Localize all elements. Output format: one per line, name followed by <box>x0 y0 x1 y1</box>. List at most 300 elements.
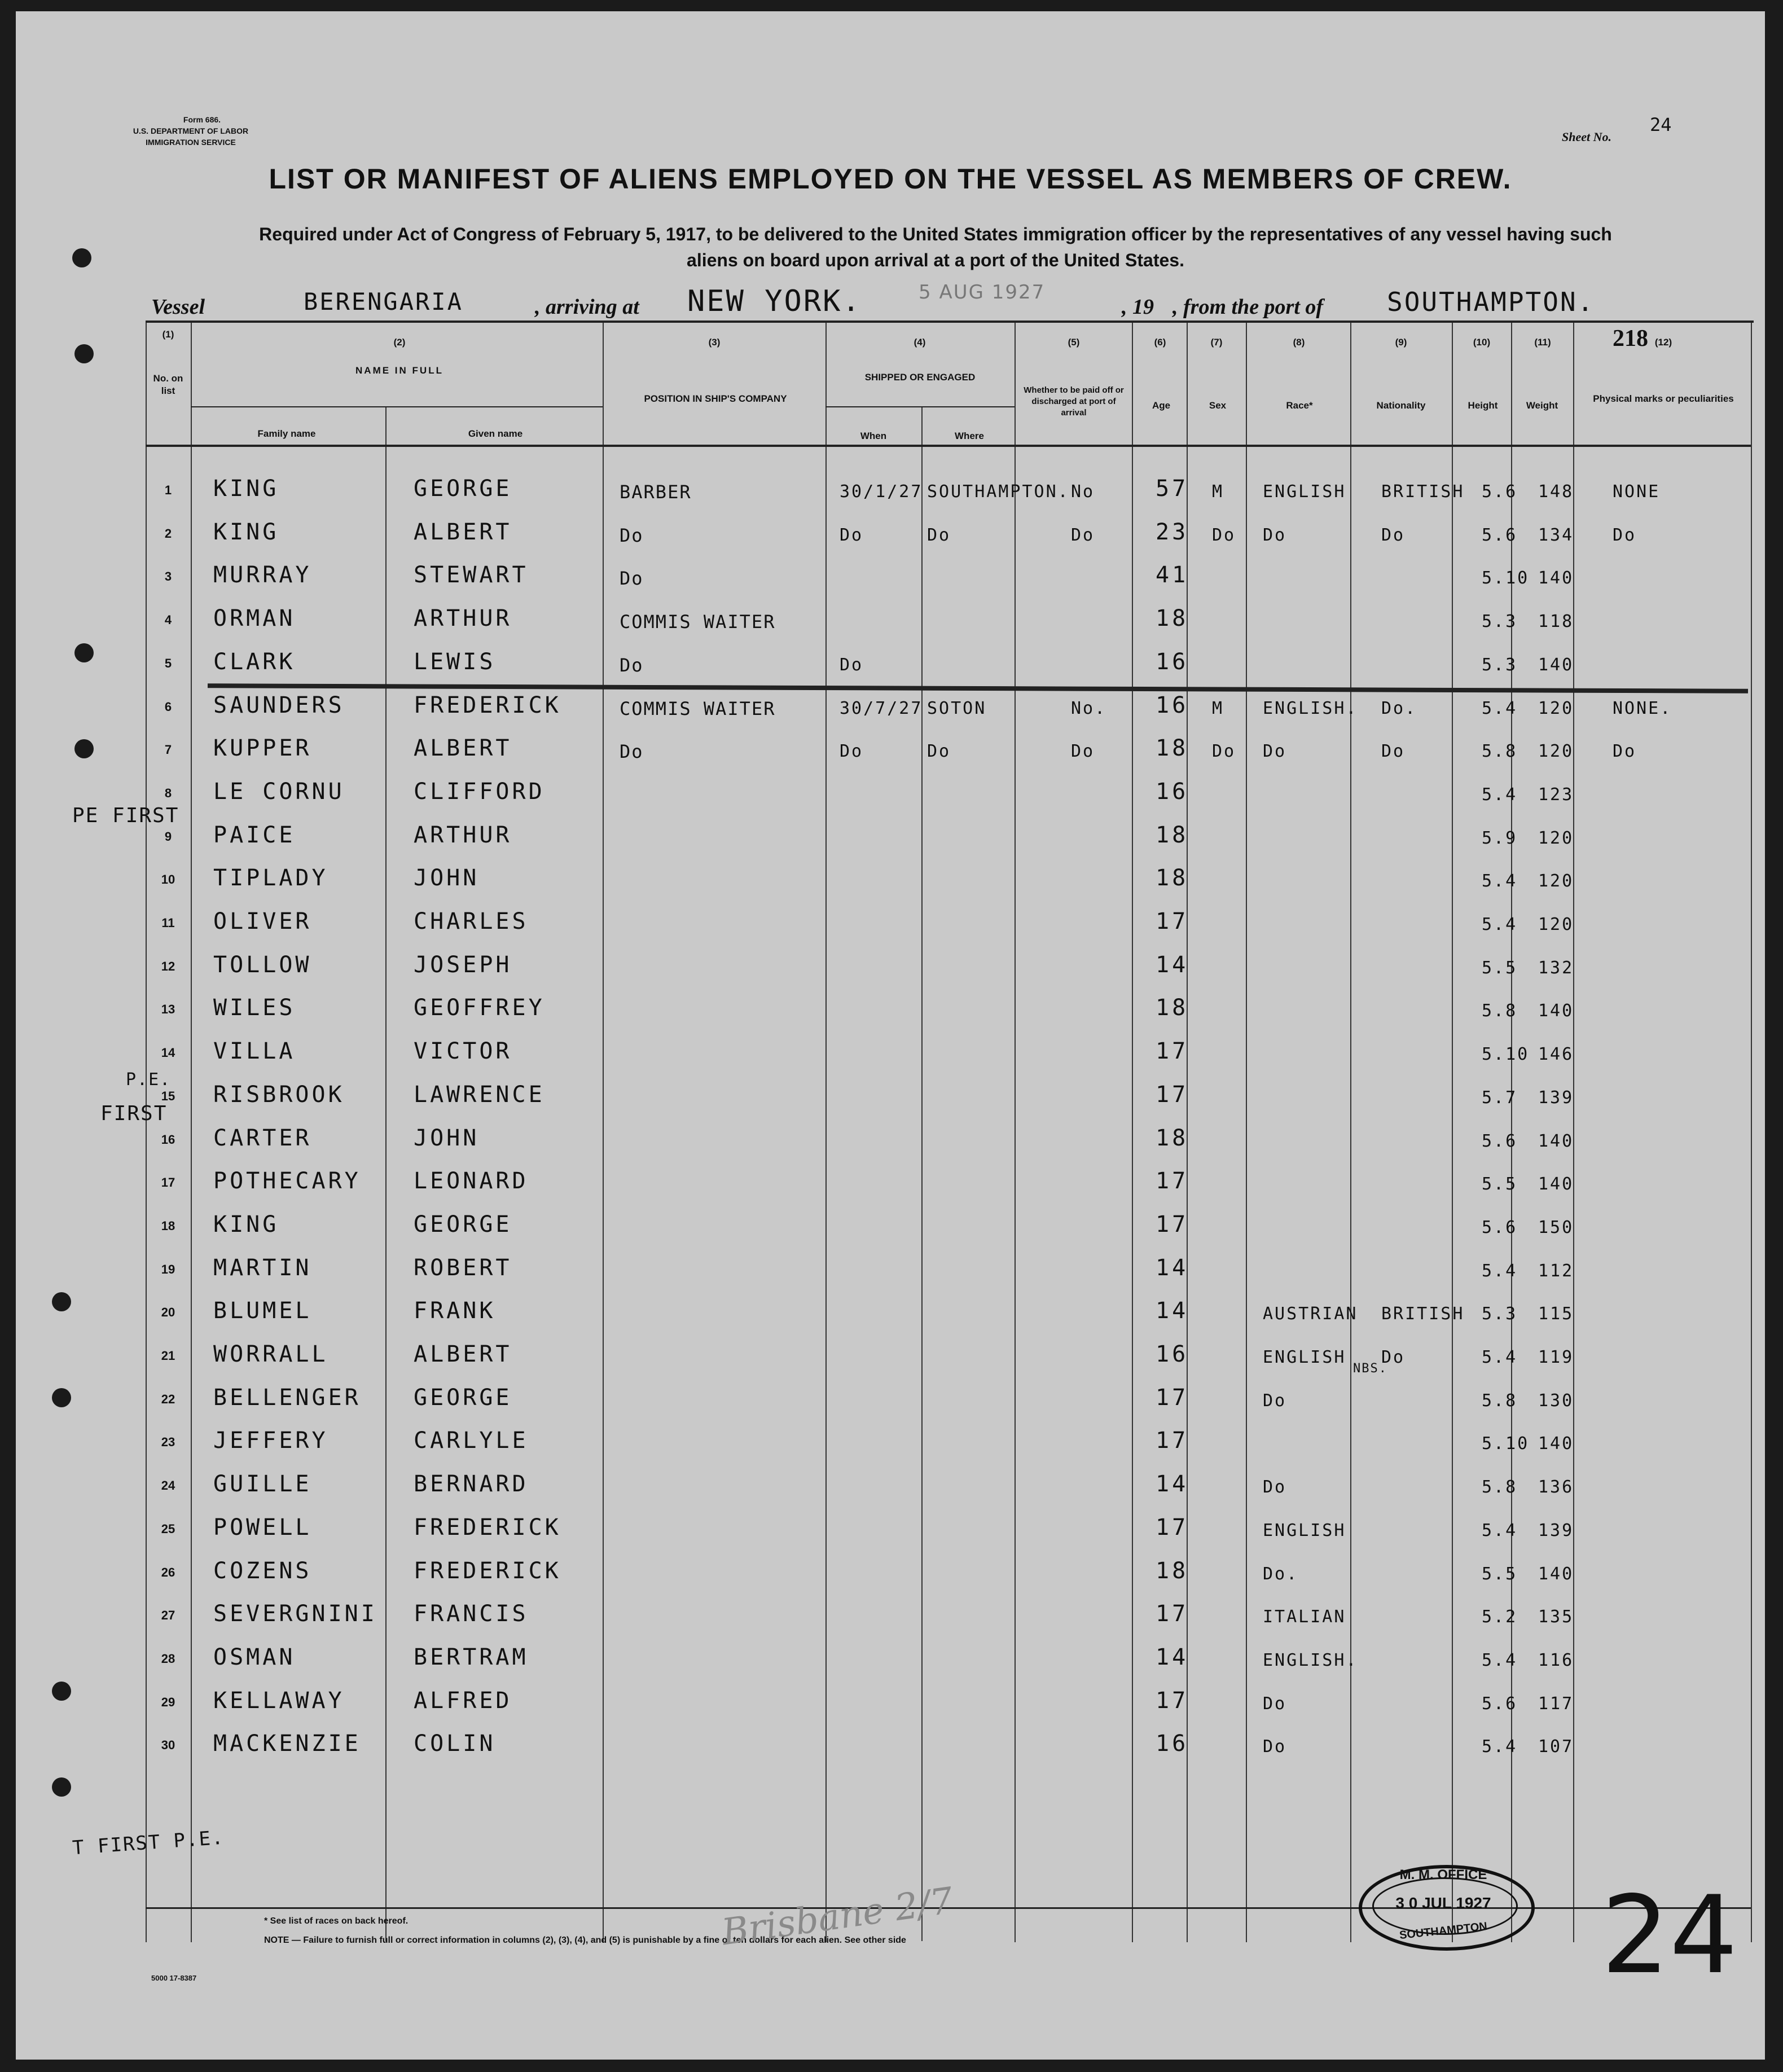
cell-family: JEFFERY <box>213 1428 328 1454</box>
cell-marks: Do <box>1613 525 1637 545</box>
cell-family: KUPPER <box>213 735 312 761</box>
cell-age: 18 <box>1156 735 1189 761</box>
col-line <box>825 323 827 1942</box>
punch-hole <box>74 344 94 363</box>
cell-age: 41 <box>1156 562 1189 588</box>
cell-age: 17 <box>1156 1168 1189 1194</box>
cell-family: SEVERGNINI <box>213 1601 377 1627</box>
row-number: 4 <box>164 613 172 627</box>
col-number: (10) <box>1473 337 1491 348</box>
cell-sex: M <box>1212 482 1224 502</box>
punch-hole <box>74 643 94 662</box>
col-number: (1) <box>162 329 174 340</box>
header-when: When <box>860 431 887 441</box>
cell-age: 17 <box>1156 1688 1189 1714</box>
form-number: Form 686. <box>183 115 221 124</box>
cell-height: 5.4 <box>1482 699 1518 718</box>
cell-weight: 120 <box>1538 699 1574 718</box>
row-number: 3 <box>164 569 172 583</box>
cell-given: COLIN <box>414 1731 496 1757</box>
cell-given: GEORGE <box>414 1385 512 1411</box>
row-number: 23 <box>161 1435 175 1449</box>
cell-weight: 123 <box>1538 785 1574 805</box>
col-line <box>1132 323 1133 1942</box>
cell-where: SOTON <box>927 699 987 718</box>
cell-race: ITALIAN <box>1263 1607 1346 1627</box>
cell-height: 5.5 <box>1482 1174 1518 1194</box>
cell-weight: 140 <box>1538 655 1574 675</box>
row-number: 15 <box>161 1089 175 1103</box>
cell-height: 5.4 <box>1482 1650 1518 1670</box>
cell-race: ENGLISH <box>1263 1347 1346 1367</box>
cell-age: 17 <box>1156 1515 1189 1540</box>
cell-height: 5.9 <box>1482 828 1518 848</box>
vessel-underline <box>146 321 1754 323</box>
cell-height: 5.10 <box>1482 1434 1530 1454</box>
row-number: 18 <box>161 1219 175 1233</box>
cell-weight: 140 <box>1538 1001 1574 1021</box>
cell-given: LEWIS <box>414 649 496 675</box>
vessel-value: BERENGARIA <box>304 288 463 315</box>
cell-given: JOHN <box>414 1125 480 1151</box>
cell-position: Do <box>620 525 644 546</box>
cell-race: Do <box>1263 1694 1287 1714</box>
subtitle-line-1: Required under Act of Congress of February 5, 1917, to be delivered to the United States immigration officer by the representatives of any vessel having such <box>259 224 1612 244</box>
cell-when: Do <box>840 525 864 545</box>
col-line <box>191 323 192 1942</box>
nbs-note: NBS. <box>1353 1362 1387 1376</box>
cell-weight: 117 <box>1538 1694 1574 1714</box>
cell-given: STEWART <box>414 562 529 588</box>
department-label: U.S. DEPARTMENT OF LABOR <box>133 126 249 135</box>
cell-when: Do <box>840 741 864 761</box>
cell-given: CARLYLE <box>414 1428 529 1454</box>
cell-age: 16 <box>1156 779 1189 805</box>
cell-height: 5.5 <box>1482 958 1518 978</box>
header-shipped: SHIPPED OR ENGAGED <box>864 372 976 383</box>
cell-given: GEORGE <box>414 476 512 502</box>
col-line <box>1015 323 1016 1942</box>
cell-age: 16 <box>1156 692 1189 718</box>
cell-family: KING <box>213 519 279 545</box>
cell-paid: Do <box>1071 525 1095 545</box>
cell-weight: 139 <box>1538 1088 1574 1108</box>
cell-nationality: BRITISH <box>1381 482 1465 502</box>
sheet-number-label: Sheet No. <box>1562 130 1611 144</box>
col-line <box>146 323 147 1942</box>
cell-given: FRANCIS <box>414 1601 529 1627</box>
cell-sex: M <box>1212 699 1224 718</box>
cell-weight: 134 <box>1538 525 1574 545</box>
cell-given: LEONARD <box>414 1168 529 1194</box>
stamp-bottom-text: SOUTHAMPTON <box>1399 1920 1488 1942</box>
cell-given: ALBERT <box>414 735 512 761</box>
row-number: 22 <box>161 1392 175 1406</box>
cell-weight: 136 <box>1538 1477 1574 1497</box>
cell-nationality: BRITISH <box>1381 1304 1465 1324</box>
cell-age: 16 <box>1156 1731 1189 1757</box>
cell-family: POWELL <box>213 1515 312 1540</box>
cell-position: Do <box>620 741 644 762</box>
row-number: 24 <box>161 1478 175 1492</box>
cell-age: 14 <box>1156 1471 1189 1497</box>
cell-age: 14 <box>1156 1255 1189 1281</box>
print-code: 5000 17-8387 <box>151 1974 197 1982</box>
col-number: (12) <box>1654 337 1672 348</box>
cell-given: ALBERT <box>414 1341 512 1367</box>
cell-given: CLIFFORD <box>414 779 545 805</box>
row-number: 30 <box>161 1738 175 1752</box>
cell-age: 14 <box>1156 952 1189 978</box>
punch-hole <box>52 1388 71 1407</box>
cell-position: Do <box>620 655 644 676</box>
cell-age: 57 <box>1156 476 1189 502</box>
cell-height: 5.6 <box>1482 1694 1518 1714</box>
cell-height: 5.8 <box>1482 1001 1518 1021</box>
col-number: (5) <box>1068 337 1080 348</box>
cell-family: WILES <box>213 995 296 1021</box>
year-label: , 19 <box>1122 295 1154 319</box>
header-given-name: Given name <box>468 428 523 439</box>
punch-hole <box>52 1682 71 1701</box>
cell-age: 17 <box>1156 1385 1189 1411</box>
cell-given: FREDERICK <box>414 1515 561 1540</box>
cell-weight: 132 <box>1538 958 1574 978</box>
cell-weight: 119 <box>1538 1347 1574 1367</box>
cell-given: GEOFFREY <box>414 995 545 1021</box>
cell-age: 18 <box>1156 1558 1189 1584</box>
cell-age: 23 <box>1156 519 1189 545</box>
cell-given: ALBERT <box>414 519 512 545</box>
cell-height: 5.8 <box>1482 1391 1518 1411</box>
cell-height: 5.6 <box>1482 482 1518 502</box>
header-weight: Weight <box>1526 400 1558 411</box>
cell-paid: No <box>1071 482 1095 502</box>
cell-weight: 146 <box>1538 1044 1574 1064</box>
cell-race: ENGLISH. <box>1263 1650 1358 1670</box>
cell-age: 17 <box>1156 1038 1189 1064</box>
cell-race: AUSTRIAN <box>1263 1304 1358 1324</box>
header-race: Race* <box>1286 400 1313 411</box>
row-number: 14 <box>161 1046 175 1060</box>
stamp-date-text: 3 0 JUL 1927 <box>1395 1894 1491 1912</box>
cell-age: 17 <box>1156 1428 1189 1454</box>
cell-given: BERTRAM <box>414 1644 529 1670</box>
arriving-value: NEW YORK. <box>687 284 862 318</box>
footer-note-races: * See list of races on back hereof. <box>264 1916 409 1926</box>
header-physical-marks: Physical marks or peculiarities <box>1593 393 1734 404</box>
row-number: 19 <box>161 1262 175 1276</box>
header-paid-off: Whether to be paid off or discharged at port of arrival <box>1024 385 1124 418</box>
cell-age: 18 <box>1156 605 1189 631</box>
cell-weight: 115 <box>1538 1304 1574 1324</box>
cell-family: VILLA <box>213 1038 296 1064</box>
header-height: Height <box>1468 400 1498 411</box>
cell-race: Do <box>1263 741 1287 761</box>
cell-weight: 118 <box>1538 612 1574 631</box>
cell-height: 5.3 <box>1482 612 1518 631</box>
cell-marks: NONE. <box>1613 699 1672 718</box>
cell-family: SAUNDERS <box>213 692 345 718</box>
cell-weight: 140 <box>1538 568 1574 588</box>
corner-number: 218 <box>1613 326 1648 352</box>
cell-nationality: Do <box>1381 741 1406 761</box>
cell-age: 14 <box>1156 1644 1189 1670</box>
cell-family: ORMAN <box>213 605 296 631</box>
cell-family: TIPLADY <box>213 865 328 891</box>
cell-age: 18 <box>1156 822 1189 848</box>
cell-age: 16 <box>1156 649 1189 675</box>
row-number: 9 <box>164 829 172 844</box>
cell-race: ENGLISH <box>1263 1521 1346 1540</box>
row-number: 17 <box>161 1175 175 1189</box>
cell-given: ARTHUR <box>414 605 512 631</box>
cell-family: MURRAY <box>213 562 312 588</box>
header-no-on-list: No. on list <box>153 373 183 396</box>
cell-family: WORRALL <box>213 1341 328 1367</box>
col-line <box>1452 323 1453 1942</box>
cell-weight: 139 <box>1538 1521 1574 1540</box>
cell-family: COZENS <box>213 1558 312 1584</box>
cell-age: 18 <box>1156 1125 1189 1151</box>
cell-sex: Do <box>1212 525 1236 545</box>
col-line <box>603 323 604 1942</box>
header-sex: Sex <box>1209 400 1227 411</box>
cell-marks: NONE <box>1613 482 1661 502</box>
cell-family: MARTIN <box>213 1255 312 1281</box>
cell-weight: 148 <box>1538 482 1574 502</box>
cell-family: KELLAWAY <box>213 1688 345 1714</box>
footer-note-fine: NOTE — Failure to furnish full or correct information in columns (2), (3), (4), and (5) is punishable by a fine of ten dollars for each alien. See other side <box>264 1935 906 1945</box>
mm-office-stamp <box>1359 1865 1535 1951</box>
cell-height: 5.2 <box>1482 1607 1518 1627</box>
cell-weight: 150 <box>1538 1218 1574 1237</box>
cell-paid: Do <box>1071 741 1095 761</box>
cell-height: 5.4 <box>1482 915 1518 934</box>
cell-age: 17 <box>1156 1601 1189 1627</box>
col-number: (4) <box>914 337 926 348</box>
cell-age: 17 <box>1156 1211 1189 1237</box>
cell-race: Do <box>1263 1737 1287 1757</box>
cell-where: SOUTHAMPTON. <box>927 482 1070 502</box>
cell-height: 5.4 <box>1482 1521 1518 1540</box>
cell-family: KING <box>213 1211 279 1237</box>
cell-family: CARTER <box>213 1125 312 1151</box>
header-divider <box>191 406 603 407</box>
row-number: 12 <box>161 959 175 973</box>
cell-family: CLARK <box>213 649 296 675</box>
cell-given: ALFRED <box>414 1688 512 1714</box>
cell-given: FRANK <box>414 1298 496 1324</box>
cell-height: 5.4 <box>1482 785 1518 805</box>
cell-weight: 135 <box>1538 1607 1574 1627</box>
header-position: POSITION IN SHIP'S COMPANY <box>644 393 787 404</box>
cell-when: 30/7/27 <box>840 699 923 718</box>
row-number: 20 <box>161 1305 175 1319</box>
cell-nationality: Do <box>1381 1347 1406 1367</box>
manifest-sheet <box>16 11 1765 2060</box>
punch-hole <box>52 1292 71 1311</box>
cell-family: PAICE <box>213 822 296 848</box>
cell-family: TOLLOW <box>213 952 312 978</box>
cell-weight: 140 <box>1538 1174 1574 1194</box>
cell-race: ENGLISH <box>1263 482 1346 502</box>
col-number: (2) <box>393 337 406 348</box>
cell-race: Do <box>1263 1477 1287 1497</box>
cell-weight: 120 <box>1538 741 1574 761</box>
cell-age: 16 <box>1156 1341 1189 1367</box>
cell-given: FREDERICK <box>414 692 561 718</box>
cell-height: 5.8 <box>1482 741 1518 761</box>
header-age: Age <box>1152 400 1171 411</box>
header-bottom-line <box>146 445 1751 447</box>
cell-family: KING <box>213 476 279 502</box>
service-label: IMMIGRATION SERVICE <box>146 138 236 147</box>
arriving-label: , arriving at <box>535 295 639 319</box>
cell-age: 18 <box>1156 995 1189 1021</box>
cell-height: 5.6 <box>1482 525 1518 545</box>
col-line <box>385 406 387 1941</box>
header-nationality: Nationality <box>1376 400 1426 411</box>
cell-race: ENGLISH. <box>1263 699 1358 718</box>
page-title: LIST OR MANIFEST OF ALIENS EMPLOYED ON THE VESSEL AS MEMBERS OF CREW. <box>269 163 1512 195</box>
cell-height: 5.5 <box>1482 1564 1518 1584</box>
cell-given: VICTOR <box>414 1038 512 1064</box>
col-line <box>1751 323 1752 1942</box>
cell-weight: 116 <box>1538 1650 1574 1670</box>
cell-given: GEORGE <box>414 1211 512 1237</box>
cell-when: 30/1/27 <box>840 482 923 502</box>
margin-note: FIRST <box>100 1102 168 1125</box>
sheet-number-value: 24 <box>1650 114 1672 135</box>
cell-weight: 107 <box>1538 1737 1574 1757</box>
cell-height: 5.3 <box>1482 655 1518 675</box>
row-number: 8 <box>164 786 172 800</box>
cell-given: JOSEPH <box>414 952 512 978</box>
row-number: 27 <box>161 1608 175 1622</box>
margin-note: T FIRST P.E. <box>71 1826 225 1860</box>
cell-family: OLIVER <box>213 908 312 934</box>
cell-given: ARTHUR <box>414 822 512 848</box>
cell-height: 5.6 <box>1482 1218 1518 1237</box>
margin-note: PE FIRST <box>72 804 179 827</box>
cell-age: 18 <box>1156 865 1189 891</box>
cell-weight: 120 <box>1538 915 1574 934</box>
cell-height: 5.4 <box>1482 1737 1518 1757</box>
cell-weight: 130 <box>1538 1391 1574 1411</box>
col-number: (9) <box>1395 337 1407 348</box>
cell-family: OSMAN <box>213 1644 296 1670</box>
col-line <box>1350 323 1351 1942</box>
row-number: 29 <box>161 1695 175 1709</box>
row-number: 1 <box>164 483 172 497</box>
cell-weight: 120 <box>1538 871 1574 891</box>
col-number: (11) <box>1534 337 1551 348</box>
row-number: 16 <box>161 1132 175 1147</box>
row-number: 13 <box>161 1002 175 1016</box>
cell-position: BARBER <box>620 481 692 503</box>
cell-position: COMMIS WAITER <box>620 611 776 633</box>
arrival-date-stamp: 5 AUG 1927 <box>919 281 1046 304</box>
cell-height: 5.4 <box>1482 1261 1518 1281</box>
punch-hole <box>52 1777 71 1797</box>
cell-when: Do <box>840 655 864 675</box>
cell-position: Do <box>620 568 644 589</box>
cell-weight: 120 <box>1538 828 1574 848</box>
cell-family: BELLENGER <box>213 1385 361 1411</box>
row-number: 6 <box>164 700 172 714</box>
from-value: SOUTHAMPTON. <box>1387 287 1595 317</box>
header-name-in-full: NAME IN FULL <box>355 365 443 376</box>
header-divider <box>825 406 1015 407</box>
row-number: 10 <box>161 872 175 886</box>
cell-race: Do. <box>1263 1564 1299 1584</box>
cell-family: LE CORNU <box>213 779 345 805</box>
col-line <box>921 406 923 1941</box>
cell-height: 5.10 <box>1482 1044 1530 1064</box>
cell-age: 14 <box>1156 1298 1189 1324</box>
cell-given: FREDERICK <box>414 1558 561 1584</box>
row-number: 28 <box>161 1652 175 1666</box>
cell-height: 5.4 <box>1482 1347 1518 1367</box>
col-number: (3) <box>708 337 721 348</box>
col-number: (6) <box>1154 337 1166 348</box>
cell-position: COMMIS WAITER <box>620 698 776 719</box>
cell-family: GUILLE <box>213 1471 312 1497</box>
cell-nationality: Do <box>1381 525 1406 545</box>
subtitle-line-2: aliens on board upon arrival at a port of the United States. <box>687 250 1184 270</box>
header-family-name: Family name <box>257 428 316 439</box>
cell-weight: 112 <box>1538 1261 1574 1281</box>
signature: Brisbane 2/7 <box>719 1880 956 1954</box>
cell-race: Do <box>1263 525 1287 545</box>
cell-given: JOHN <box>414 865 480 891</box>
row-number: 5 <box>164 656 172 670</box>
header-where: Where <box>955 431 984 441</box>
cell-family: BLUMEL <box>213 1298 312 1324</box>
cell-height: 5.4 <box>1482 871 1518 891</box>
stamp-top-text: M. M. OFFICE <box>1399 1867 1487 1882</box>
cell-race: Do <box>1263 1391 1287 1411</box>
cell-family: RISBROOK <box>213 1082 345 1108</box>
cell-height: 5.8 <box>1482 1477 1518 1497</box>
cell-height: 5.6 <box>1482 1131 1518 1151</box>
cell-weight: 140 <box>1538 1131 1574 1151</box>
margin-note: P.E. <box>126 1070 172 1090</box>
cell-height: 5.7 <box>1482 1088 1518 1108</box>
vessel-label: Vessel <box>151 295 205 319</box>
cell-given: BERNARD <box>414 1471 529 1497</box>
cell-weight: 140 <box>1538 1564 1574 1584</box>
col-line <box>1246 323 1247 1942</box>
cell-where: Do <box>927 741 951 761</box>
cell-paid: No. <box>1071 699 1107 718</box>
cell-height: 5.10 <box>1482 568 1530 588</box>
cell-where: Do <box>927 525 951 545</box>
from-label: , from the port of <box>1172 295 1324 319</box>
row-number: 2 <box>164 526 172 541</box>
subtitle <box>146 221 1725 273</box>
row-number: 26 <box>161 1565 175 1579</box>
col-number: (7) <box>1210 337 1223 348</box>
row-number: 7 <box>164 743 172 757</box>
cell-age: 17 <box>1156 1082 1189 1108</box>
cell-sex: Do <box>1212 741 1236 761</box>
cell-marks: Do <box>1613 741 1637 761</box>
col-number: (8) <box>1293 337 1305 348</box>
row-number: 25 <box>161 1522 175 1536</box>
cell-height: 5.3 <box>1482 1304 1518 1324</box>
